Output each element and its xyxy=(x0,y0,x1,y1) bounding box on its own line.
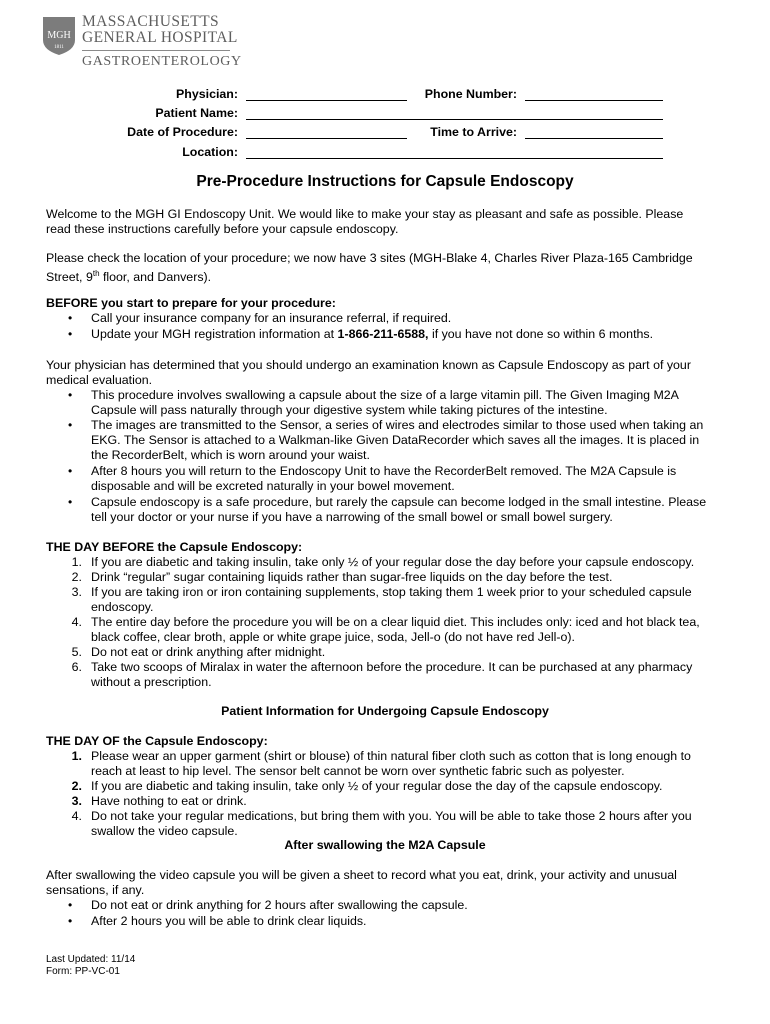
list-item: Do not eat or drink anything after midnight. xyxy=(91,645,326,659)
location-label: Location: xyxy=(182,145,238,159)
text-line: Your physician has determined that you should undergo an examination known as Capsule Endoscopy as part of your xyxy=(46,358,691,372)
list-item xyxy=(91,464,721,494)
location-field[interactable] xyxy=(246,158,663,159)
text-span: if you have not done so within 6 months. xyxy=(428,327,654,341)
logo-divider xyxy=(82,50,230,51)
list-number: 6. xyxy=(71,660,82,674)
day-before-heading: THE DAY BEFORE the Capsule Endoscopy: xyxy=(46,540,303,554)
registration-phone: 1-866-211-6588, xyxy=(337,327,429,341)
arrive-field[interactable] xyxy=(525,138,663,139)
text-line: Capsule endoscopy is a safe procedure, but rarely the capsule can become lodged in the small intestine. Please xyxy=(91,495,707,509)
text-span: Street, 9 xyxy=(46,270,93,285)
form-id: Form: PP-VC-01 xyxy=(46,966,120,977)
text-line: reach at least to hip level. The sensor belt cannot be worn over synthetic fabric such as polyester. xyxy=(91,764,625,778)
physician-field[interactable] xyxy=(246,100,407,101)
list-number: 2. xyxy=(71,779,82,793)
bullet: • xyxy=(68,495,73,509)
list-item: If you are diabetic and taking insulin, take only ½ of your regular dose the day of the capsule endoscopy. xyxy=(91,779,663,793)
text-line: without a prescription. xyxy=(91,675,212,689)
text-line xyxy=(46,266,726,285)
text-line: EKG. The Sensor is attached to a Walkman-like Given DataRecorder which saves all the images. It is placed in xyxy=(91,433,700,447)
list-item xyxy=(91,327,721,342)
text-line: Take two scoops of Miralax in water the afternoon before the procedure. It can be purchased at any pharmacy xyxy=(91,660,693,674)
text-line: After swallowing the video capsule you will be given a sheet to record what you eat, drink, your activity and unusual xyxy=(46,868,677,882)
list-number: 4. xyxy=(71,615,82,629)
list-item xyxy=(91,585,721,615)
org-name-line1: MASSACHUSETTS xyxy=(82,13,219,30)
list-number: 4. xyxy=(71,809,82,823)
list-number: 1. xyxy=(71,749,82,763)
list-item: Drink “regular” sugar containing liquids rather than sugar-free liquids on the day before the test. xyxy=(91,570,613,584)
physician-label: Physician: xyxy=(176,87,238,101)
text-line: Please check the location of your procedure; we now have 3 sites (MGH-Blake 4, Charles River Plaza-165 Cambridge xyxy=(46,251,693,265)
page-title: Pre-Procedure Instructions for Capsule Endoscopy xyxy=(196,173,574,190)
text-line: If you are taking iron or iron containing supplements, stop taking them 1 week prior to your scheduled capsule xyxy=(91,585,692,599)
text-line: After 8 hours you will return to the Endoscopy Unit to have the RecorderBelt removed. The M2A Capsule is xyxy=(91,464,677,478)
text-line: Please wear an upper garment (shirt or blouse) of thin natural fiber cloth such as cotton that is long enough to xyxy=(91,749,691,763)
text-line: swallow the video capsule. xyxy=(91,824,238,838)
text-line: Capsule will pass naturally through your digestive system while taking pictures of the intestine. xyxy=(91,403,608,417)
before-heading: BEFORE you start to prepare for your procedure: xyxy=(46,296,336,310)
arrive-label: Time to Arrive: xyxy=(430,125,517,139)
seal-year: 1811 xyxy=(54,45,64,50)
text-line: The entire day before the procedure you will be on a clear liquid diet. This includes only: iced and hot black tea, xyxy=(91,615,700,629)
bullet: • xyxy=(68,418,73,432)
list-item: Have nothing to eat or drink. xyxy=(91,794,247,808)
after-heading: After swallowing the M2A Capsule xyxy=(284,838,486,852)
text-line: black coffee, clear broth, apple or white grape juice, soda, Jell-o (do not have red Jell-o). xyxy=(91,630,575,644)
text-line: the RecorderBelt, which is worn around your waist. xyxy=(91,448,370,462)
text-line: sensations, if any. xyxy=(46,883,145,897)
phone-field[interactable] xyxy=(525,100,663,101)
list-item: Call your insurance company for an insurance referral, if required. xyxy=(91,311,452,325)
text-line: This procedure involves swallowing a capsule about the size of a large vitamin pill. The Given Imaging M2A xyxy=(91,388,679,402)
list-number: 1. xyxy=(71,555,82,569)
text-line: Do not take your regular medications, but bring them with you. You will be able to take those 2 hours after you xyxy=(91,809,692,823)
patient-name-label: Patient Name: xyxy=(155,106,238,120)
list-item xyxy=(91,749,721,779)
intro-paragraph-2 xyxy=(46,251,726,285)
text-line: read these instructions carefully before your capsule endoscopy. xyxy=(46,222,399,236)
text-line: Welcome to the MGH GI Endoscopy Unit. We would like to make your stay as pleasant and safe as possible. Please xyxy=(46,207,684,221)
date-field[interactable] xyxy=(246,138,407,139)
text-span: floor, and Danvers). xyxy=(99,270,212,285)
department-name: GASTROENTEROLOGY xyxy=(82,54,242,69)
list-item xyxy=(91,660,721,690)
list-number: 3. xyxy=(71,794,82,808)
list-number: 5. xyxy=(71,645,82,659)
after-paragraph xyxy=(46,868,726,898)
list-item xyxy=(91,615,721,645)
bullet: • xyxy=(68,464,73,478)
last-updated: Last Updated: 11/14 xyxy=(46,954,136,965)
physician-paragraph xyxy=(46,358,726,388)
text-line: endoscopy. xyxy=(91,600,154,614)
superscript: th xyxy=(92,269,100,278)
list-number: 3. xyxy=(71,585,82,599)
bullet: • xyxy=(68,388,73,402)
intro-paragraph-1 xyxy=(46,207,726,237)
list-item xyxy=(91,495,721,525)
list-item: If you are diabetic and taking insulin, take only ½ of your regular dose the day before your capsule endoscopy. xyxy=(91,555,695,569)
bullet: • xyxy=(68,914,73,928)
list-item: Do not eat or drink anything for 2 hours after swallowing the capsule. xyxy=(91,898,468,912)
org-name-line2: GENERAL HOSPITAL xyxy=(82,29,238,46)
date-label: Date of Procedure: xyxy=(127,125,238,139)
patient-name-field[interactable] xyxy=(246,119,663,120)
list-item xyxy=(91,388,721,418)
list-item: After 2 hours you will be able to drink clear liquids. xyxy=(91,914,367,928)
bullet: • xyxy=(68,311,73,325)
seal-text: MGH xyxy=(47,30,71,41)
list-number: 2. xyxy=(71,570,82,584)
mgh-seal-logo xyxy=(42,16,76,56)
text-line: The images are transmitted to the Sensor, a series of wires and electrodes similar to those used when taking an xyxy=(91,418,704,432)
list-item xyxy=(91,418,721,463)
bullet: • xyxy=(68,327,73,341)
day-of-heading: THE DAY OF the Capsule Endoscopy: xyxy=(46,734,268,748)
phone-label: Phone Number: xyxy=(424,87,517,101)
patient-info-heading: Patient Information for Undergoing Capsule Endoscopy xyxy=(221,704,549,718)
list-item xyxy=(91,809,721,839)
text-line: disposable and will be excreted naturally in your bowel movement. xyxy=(91,479,455,493)
text-line: medical evaluation. xyxy=(46,373,153,387)
text-line: tell your doctor or your nurse if you have a narrowing of the small bowel or small bowel surgery. xyxy=(91,510,613,524)
text-span: Update your MGH registration information at xyxy=(91,327,338,341)
bullet: • xyxy=(68,898,73,912)
